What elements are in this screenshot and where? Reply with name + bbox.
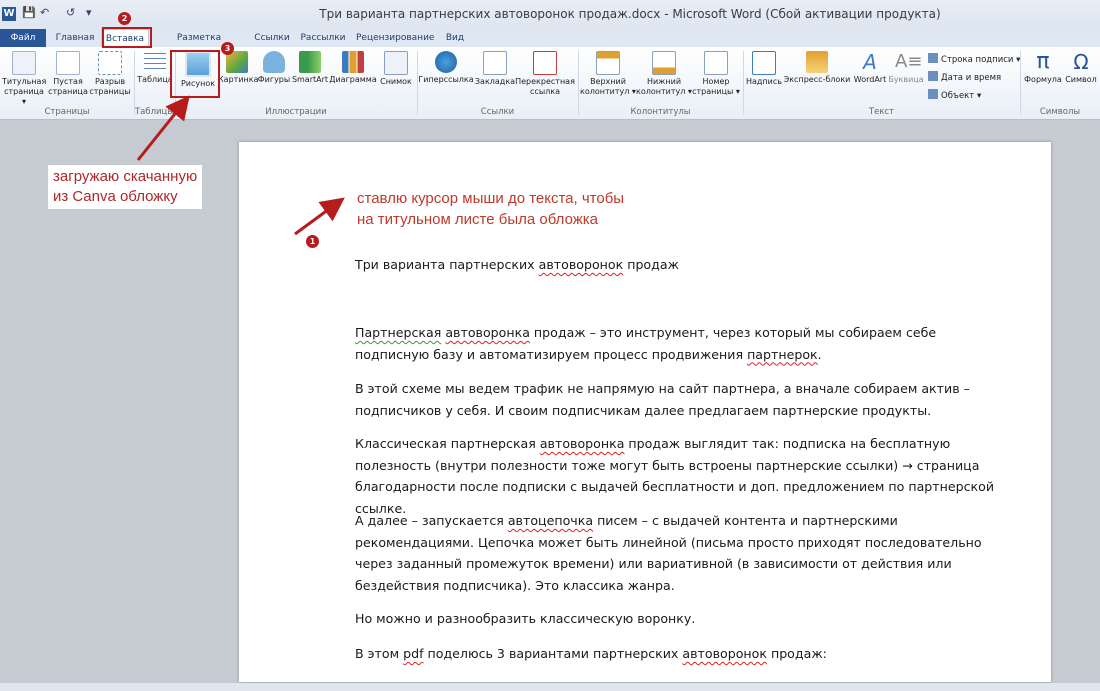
group-pages-label: Страницы <box>44 107 90 117</box>
status-bar <box>0 683 1100 691</box>
tab-page-layout[interactable]: Разметка <box>176 33 222 43</box>
chart-button[interactable]: Диаграмма <box>329 51 377 85</box>
page-number-button[interactable]: Номер страницы ▾ <box>692 51 740 97</box>
tab-view[interactable]: Вид <box>445 33 465 43</box>
group-symbols-label: Символы <box>1039 107 1081 117</box>
paragraph-4[interactable]: А далее – запускается автоцепочка писем – с выдачей контента и партнерскими рекомендациями. Цепочка может быть линейной (письма просто приходят последовательно через заданный промежуток времени) или вариативной (в зависимости от действия или бездействия подписчика). Это классика жанра. <box>355 513 982 593</box>
tab-insert[interactable]: Вставка <box>101 29 149 48</box>
clipart-button[interactable]: Картинка <box>218 51 256 85</box>
step-badge-1: 1 <box>306 235 319 248</box>
save-icon[interactable]: 💾 <box>22 6 36 19</box>
footer-button[interactable]: Нижний колонтитул ▾ <box>636 51 692 97</box>
group-tables-label: Таблицы <box>134 107 175 117</box>
symbol-button[interactable]: Ω Символ <box>1065 50 1097 84</box>
tab-references[interactable]: Ссылки <box>254 33 290 43</box>
customize-qat-icon[interactable]: ▾ <box>86 6 92 19</box>
hyperlink-button[interactable]: Гиперссылка <box>418 51 474 85</box>
wordart-icon: A <box>863 50 877 74</box>
blank-page-button[interactable]: Пустая страница <box>48 51 88 97</box>
arrow-to-picture-button <box>138 100 186 160</box>
arrow-to-cursor-position <box>295 201 340 234</box>
shapes-button[interactable]: Фигуры <box>256 51 292 85</box>
window-title: Три варианта партнерских автоворонок продаж.docx - Microsoft Word (Сбой активации продукта) <box>319 7 941 21</box>
cursor-annotation: ставлю курсор мыши до текста, чтобы на титульном листе была обложка <box>357 190 625 228</box>
paragraph-2[interactable]: В этой схеме мы ведем трафик не напрямую на сайт партнера, а вначале собираем актив – подписчиков у себя. И своим подписчикам далее предлагаем партнерские продукты. <box>355 381 970 418</box>
table-button[interactable]: Таблица <box>137 51 173 85</box>
picture-button[interactable]: Рисунок <box>178 51 218 89</box>
equation-button[interactable]: π Формула <box>1024 49 1062 84</box>
group-text-label: Текст <box>868 107 895 117</box>
date-time-button[interactable]: Дата и время <box>928 71 1001 83</box>
paragraph-6[interactable]: В этом pdf поделюсь 3 вариантами партнерских автоворонок продаж: <box>355 646 827 661</box>
omega-icon: Ω <box>1073 50 1089 74</box>
cross-reference-button[interactable]: Перекрестная ссылка <box>514 51 576 97</box>
wordart-button[interactable]: A WordArt <box>853 50 887 84</box>
page-break-button[interactable]: Разрыв страницы <box>89 51 131 97</box>
upload-annotation: загружаю скачанную из Canva обложку <box>48 165 202 209</box>
undo-icon[interactable]: ↶ <box>40 6 50 19</box>
drop-cap-button[interactable]: A≡ Буквица <box>888 51 924 84</box>
tab-mailings[interactable]: Рассылки <box>300 33 346 43</box>
word-app-icon[interactable]: W <box>3 8 15 19</box>
object-button[interactable]: Объект ▾ <box>928 89 981 101</box>
screenshot-button[interactable]: Снимок <box>378 51 414 87</box>
drop-cap-icon: A≡ <box>895 51 923 72</box>
paragraph-1[interactable]: Партнерская автоворонка продаж – это инструмент, через который мы собираем себе подписную базу и автоматизируем процесс продвижения партнерок. <box>355 325 937 362</box>
document-heading[interactable]: Три варианта партнерских автоворонок продаж <box>355 257 679 272</box>
group-links-label: Ссылки <box>480 107 515 117</box>
step-badge-3: 3 <box>221 42 234 55</box>
text-box-button[interactable]: Надпись <box>744 51 784 87</box>
pi-icon: π <box>1036 49 1050 74</box>
group-headers-label: Колонтитулы <box>630 107 691 117</box>
redo-icon[interactable]: ↺ <box>66 6 76 19</box>
header-button[interactable]: Верхний колонтитул ▾ <box>580 51 636 97</box>
tab-home[interactable]: Главная <box>55 33 95 43</box>
title-page-button[interactable]: Титульная страница ▾ <box>2 51 46 107</box>
quick-parts-button[interactable]: Экспресс-блоки <box>783 51 851 85</box>
bookmark-button[interactable]: Закладка <box>474 51 516 87</box>
group-illustrations-label: Иллюстрации <box>265 107 327 117</box>
paragraph-3[interactable]: Классическая партнерская автоворонка продаж выглядит так: подписка на бесплатную полезность (внутри полезности тоже могут быть встроены партнерские ссылки) → страница благодарности после подписки с выдачей бесплатности и доп. предложением по партнерской ссылке. <box>355 436 995 516</box>
signature-line-button[interactable]: Строка подписи ▾ <box>928 53 1020 65</box>
tab-file[interactable]: Файл <box>0 29 46 47</box>
step-badge-2: 2 <box>118 12 131 25</box>
smartart-button[interactable]: SmartArt <box>291 51 329 85</box>
tab-review[interactable]: Рецензирование <box>356 33 435 43</box>
paragraph-5[interactable]: Но можно и разнообразить классическую воронку. <box>355 611 696 626</box>
